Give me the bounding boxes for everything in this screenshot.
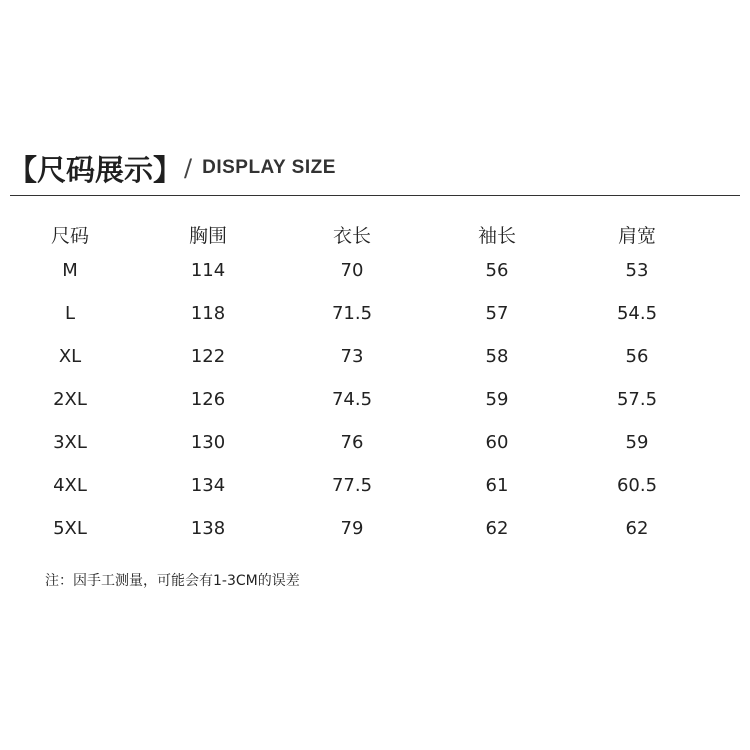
- header-sleeve: 袖长: [477, 225, 516, 247]
- cell-chest: 122: [190, 346, 226, 367]
- cell-length: 77.5: [331, 475, 373, 496]
- cell-size: 3XL: [53, 432, 87, 453]
- cell-shoulder: 57.5: [616, 389, 658, 410]
- cell-sleeve: 59: [485, 389, 509, 410]
- cell-sleeve: 56: [485, 260, 509, 281]
- cell-chest: 126: [190, 389, 226, 410]
- cell-sleeve: 61: [485, 475, 509, 496]
- cell-sleeve: 62: [485, 518, 509, 539]
- title-divider: [10, 195, 740, 196]
- cell-chest: 138: [190, 518, 226, 539]
- title-chinese: 【尺码展示】: [8, 152, 183, 187]
- cell-shoulder: 53: [625, 260, 649, 281]
- cell-length: 79: [340, 518, 364, 539]
- cell-size: 5XL: [53, 518, 87, 539]
- cell-chest: 130: [190, 432, 226, 453]
- cell-shoulder: 59: [625, 432, 649, 453]
- cell-shoulder: 62: [625, 518, 649, 539]
- cell-chest: 114: [190, 260, 226, 281]
- cell-length: 73: [340, 346, 364, 367]
- cell-shoulder: 56: [625, 346, 649, 367]
- header-chest: 胸围: [188, 225, 227, 247]
- cell-length: 71.5: [331, 303, 373, 324]
- cell-shoulder: 60.5: [616, 475, 658, 496]
- header-shoulder: 肩宽: [617, 225, 656, 247]
- cell-shoulder: 54.5: [616, 303, 658, 324]
- title-separator: /: [184, 154, 193, 182]
- cell-length: 76: [340, 432, 364, 453]
- cell-sleeve: 57: [485, 303, 509, 324]
- cell-length: 70: [340, 260, 364, 281]
- cell-sleeve: 58: [485, 346, 509, 367]
- cell-size: L: [64, 303, 76, 324]
- title-english: DISPLAY SIZE: [202, 157, 336, 178]
- cell-size: 2XL: [53, 389, 87, 410]
- cell-chest: 118: [190, 303, 226, 324]
- cell-sleeve: 60: [485, 432, 509, 453]
- header-size: 尺码: [50, 225, 89, 247]
- cell-size: M: [62, 260, 78, 281]
- measurement-note: 注：因手工测量，可能会有1-3CM的误差: [45, 573, 300, 589]
- cell-size: XL: [58, 346, 82, 367]
- page-title: [8, 148, 336, 188]
- cell-chest: 134: [190, 475, 226, 496]
- header-length: 衣长: [332, 225, 371, 247]
- cell-length: 74.5: [331, 389, 373, 410]
- cell-size: 4XL: [53, 475, 87, 496]
